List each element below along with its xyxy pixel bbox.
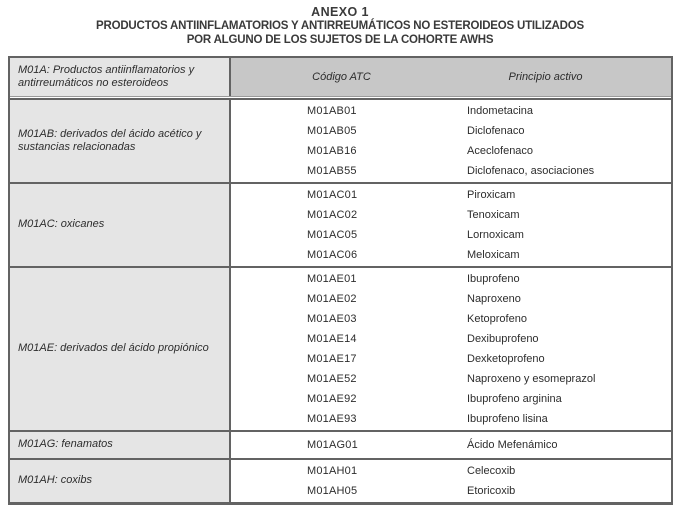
- table-row: [231, 225, 671, 245]
- active-ingredient-cell: Dexketoprofeno: [467, 353, 545, 365]
- table-row: [231, 369, 671, 389]
- atc-code-cell: M01AE92: [307, 393, 357, 405]
- active-ingredient-cell: Ibuprofeno lisina: [467, 413, 548, 425]
- atc-code-cell: M01AE52: [307, 373, 357, 385]
- table-group-m01ah: [10, 460, 671, 502]
- table-group-m01ab: [10, 100, 671, 184]
- active-ingredient-cell: Aceclofenaco: [467, 145, 534, 157]
- table-row: [231, 269, 671, 289]
- active-ingredient-cell: Naproxeno: [467, 293, 521, 305]
- atc-products-table: [8, 56, 673, 505]
- atc-code-cell: M01AC02: [307, 209, 358, 221]
- active-ingredient-cell: Ibuprofeno arginina: [467, 393, 562, 405]
- active-ingredient-cell: Ibuprofeno: [467, 273, 520, 285]
- table-row: [231, 309, 671, 329]
- table-row: [231, 329, 671, 349]
- document-title-block: [0, 0, 680, 47]
- column-header-codigo-atc: Código ATC: [312, 71, 371, 83]
- atc-code-cell: M01AB55: [307, 165, 357, 177]
- group-rows: [231, 460, 671, 502]
- group-rows: [231, 184, 671, 266]
- active-ingredient-cell: Piroxicam: [467, 189, 516, 201]
- atc-code-cell: M01AB16: [307, 145, 357, 157]
- group-label-m01ab: M01AB: derivados del ácido acético y sustancias relacionadas: [10, 100, 231, 182]
- table-row: [231, 121, 671, 141]
- active-ingredient-cell: Ketoprofeno: [467, 313, 527, 325]
- table-row: [231, 389, 671, 409]
- table-row: [231, 161, 671, 181]
- active-ingredient-cell: Diclofenaco: [467, 125, 525, 137]
- table-row: [231, 435, 671, 455]
- table-row: [231, 409, 671, 429]
- table-row: [231, 205, 671, 225]
- table-corner-label: M01A: Productos antiinflamatorios y antirreumáticos no esteroideos: [10, 58, 231, 96]
- atc-code-cell: M01AE03: [307, 313, 357, 325]
- annex-subtitle-line1: PRODUCTOS ANTIINFLAMATORIOS Y ANTIRREUMÁTICOS NO ESTEROIDEOS UTILIZADOS: [96, 20, 584, 32]
- annex-subtitle-line2: POR ALGUNO DE LOS SUJETOS DE LA COHORTE AWHS: [186, 33, 494, 46]
- table-body: [10, 98, 671, 502]
- group-label-m01ac: M01AC: oxicanes: [10, 184, 231, 266]
- atc-code-cell: M01AC01: [307, 189, 358, 201]
- table-header-right-section: [231, 58, 671, 96]
- atc-code-cell: M01AB01: [307, 105, 357, 117]
- atc-code-cell: M01AH01: [307, 465, 358, 477]
- atc-code-cell: M01AG01: [307, 439, 358, 451]
- table-row: [231, 245, 671, 265]
- active-ingredient-cell: Indometacina: [467, 105, 534, 117]
- group-rows: [231, 432, 671, 458]
- table-row: [231, 101, 671, 121]
- table-row: [231, 141, 671, 161]
- atc-code-cell: M01AC06: [307, 249, 358, 261]
- active-ingredient-cell: Ácido Mefenámico: [467, 439, 558, 451]
- active-ingredient-cell: Naproxeno y esomeprazol: [467, 373, 596, 385]
- active-ingredient-cell: Meloxicam: [467, 249, 520, 261]
- group-rows: [231, 100, 671, 182]
- table-row: [231, 185, 671, 205]
- atc-code-cell: M01AC05: [307, 229, 358, 241]
- active-ingredient-cell: Etoricoxib: [467, 485, 516, 497]
- table-row: [231, 349, 671, 369]
- active-ingredient-cell: Diclofenaco, asociaciones: [467, 165, 595, 177]
- table-row: [231, 289, 671, 309]
- atc-code-cell: M01AH05: [307, 485, 358, 497]
- atc-code-cell: M01AE01: [307, 273, 357, 285]
- active-ingredient-cell: Lornoxicam: [467, 229, 524, 241]
- column-header-principio-activo: Principio activo: [508, 71, 583, 83]
- table-group-m01ae: [10, 268, 671, 432]
- active-ingredient-cell: Tenoxicam: [467, 209, 520, 221]
- group-label-m01ag: M01AG: fenamatos: [10, 432, 231, 458]
- table-group-m01ag: [10, 432, 671, 460]
- table-header-row: [10, 58, 671, 97]
- atc-code-cell: M01AE02: [307, 293, 357, 305]
- atc-code-cell: M01AE17: [307, 353, 357, 365]
- table-row: [231, 481, 671, 501]
- atc-code-cell: M01AE93: [307, 413, 357, 425]
- atc-code-cell: M01AE14: [307, 333, 357, 345]
- table-row: [231, 461, 671, 481]
- group-rows: [231, 268, 671, 430]
- annex-title: ANEXO 1: [311, 5, 369, 19]
- atc-code-cell: M01AB05: [307, 125, 357, 137]
- active-ingredient-cell: Celecoxib: [467, 465, 516, 477]
- table-group-m01ac: [10, 184, 671, 268]
- group-label-m01ah: M01AH: coxibs: [10, 460, 231, 502]
- active-ingredient-cell: Dexibuprofeno: [467, 333, 539, 345]
- group-label-m01ae: M01AE: derivados del ácido propiónico: [10, 268, 231, 430]
